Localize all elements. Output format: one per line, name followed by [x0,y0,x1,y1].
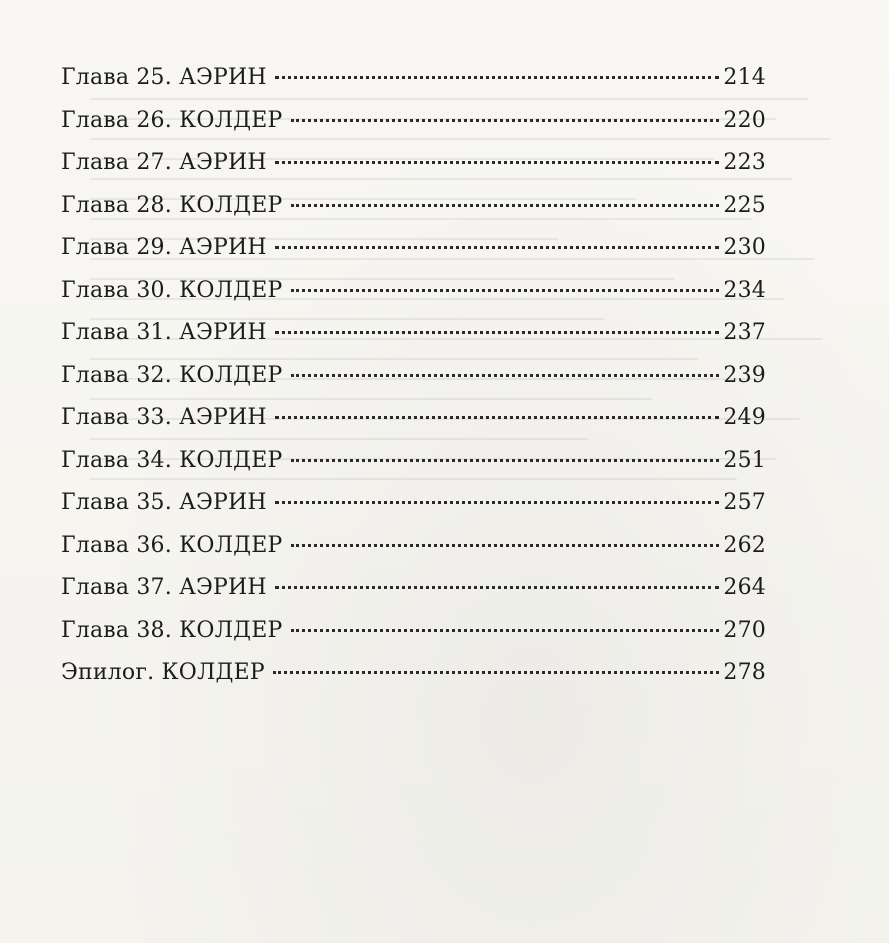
toc-entry [61,533,766,576]
dot-leader [291,459,720,462]
table-of-contents [61,65,766,703]
toc-entry [61,65,766,108]
toc-entry-page: 214 [723,65,766,90]
toc-entry [61,150,766,193]
toc-entry [61,660,766,703]
toc-entry [61,235,766,278]
dot-leader [291,374,720,377]
toc-entry [61,448,766,491]
toc-entry-title: Глава 35. АЭРИН [61,490,267,515]
toc-entry-page: 257 [723,490,766,515]
toc-entry-page: 237 [723,320,766,345]
toc-entry-page: 262 [723,532,766,558]
dot-leader [291,544,720,547]
dot-leader [291,204,720,207]
toc-entry-title: Глава 29. АЭРИН [61,235,267,260]
toc-entry-page: 223 [723,150,766,175]
dot-leader [275,331,720,334]
toc-entry-title: Глава 34. КОЛДЕР [61,447,283,473]
dot-leader [291,119,720,122]
toc-entry [61,490,766,533]
toc-entry-title: Глава 28. КОЛДЕР [61,192,283,218]
toc-entry [61,618,766,661]
toc-entry [61,278,766,321]
toc-entry-title: Глава 38. КОЛДЕР [61,617,283,643]
toc-entry [61,108,766,151]
toc-entry-title: Глава 25. АЭРИН [61,65,267,90]
toc-entry-title: Глава 30. КОЛДЕР [61,277,283,303]
toc-entry-title: Глава 33. АЭРИН [61,405,267,430]
toc-entry-page: 251 [723,447,766,473]
toc-entry [61,575,766,618]
dot-leader [291,629,720,632]
toc-entry-title: Глава 32. КОЛДЕР [61,362,283,388]
toc-entry-title: Глава 27. АЭРИН [61,150,267,175]
dot-leader [273,671,720,674]
toc-entry-page: 225 [723,192,766,218]
toc-entry [61,405,766,448]
toc-entry [61,363,766,406]
toc-entry-title: Глава 36. КОЛДЕР [61,532,283,558]
dot-leader [275,161,720,164]
dot-leader [275,76,720,79]
toc-entry-page: 230 [723,235,766,260]
toc-entry-title: Глава 26. КОЛДЕР [61,107,283,133]
dot-leader [275,586,720,589]
toc-entry-title: Глава 31. АЭРИН [61,320,267,345]
toc-entry-page: 234 [723,277,766,303]
toc-entry-page: 239 [723,362,766,388]
dot-leader [275,246,720,249]
toc-entry-title: Глава 37. АЭРИН [61,575,267,600]
toc-entry-page: 220 [723,107,766,133]
toc-entry-page: 249 [723,405,766,430]
dot-leader [275,416,720,419]
toc-entry-page: 270 [723,617,766,643]
dot-leader [291,289,720,292]
toc-entry-title: Эпилог. КОЛДЕР [61,660,265,685]
toc-entry [61,320,766,363]
toc-entry [61,193,766,236]
toc-entry-page: 264 [723,575,766,600]
dot-leader [275,501,720,504]
toc-entry-page: 278 [723,660,766,685]
